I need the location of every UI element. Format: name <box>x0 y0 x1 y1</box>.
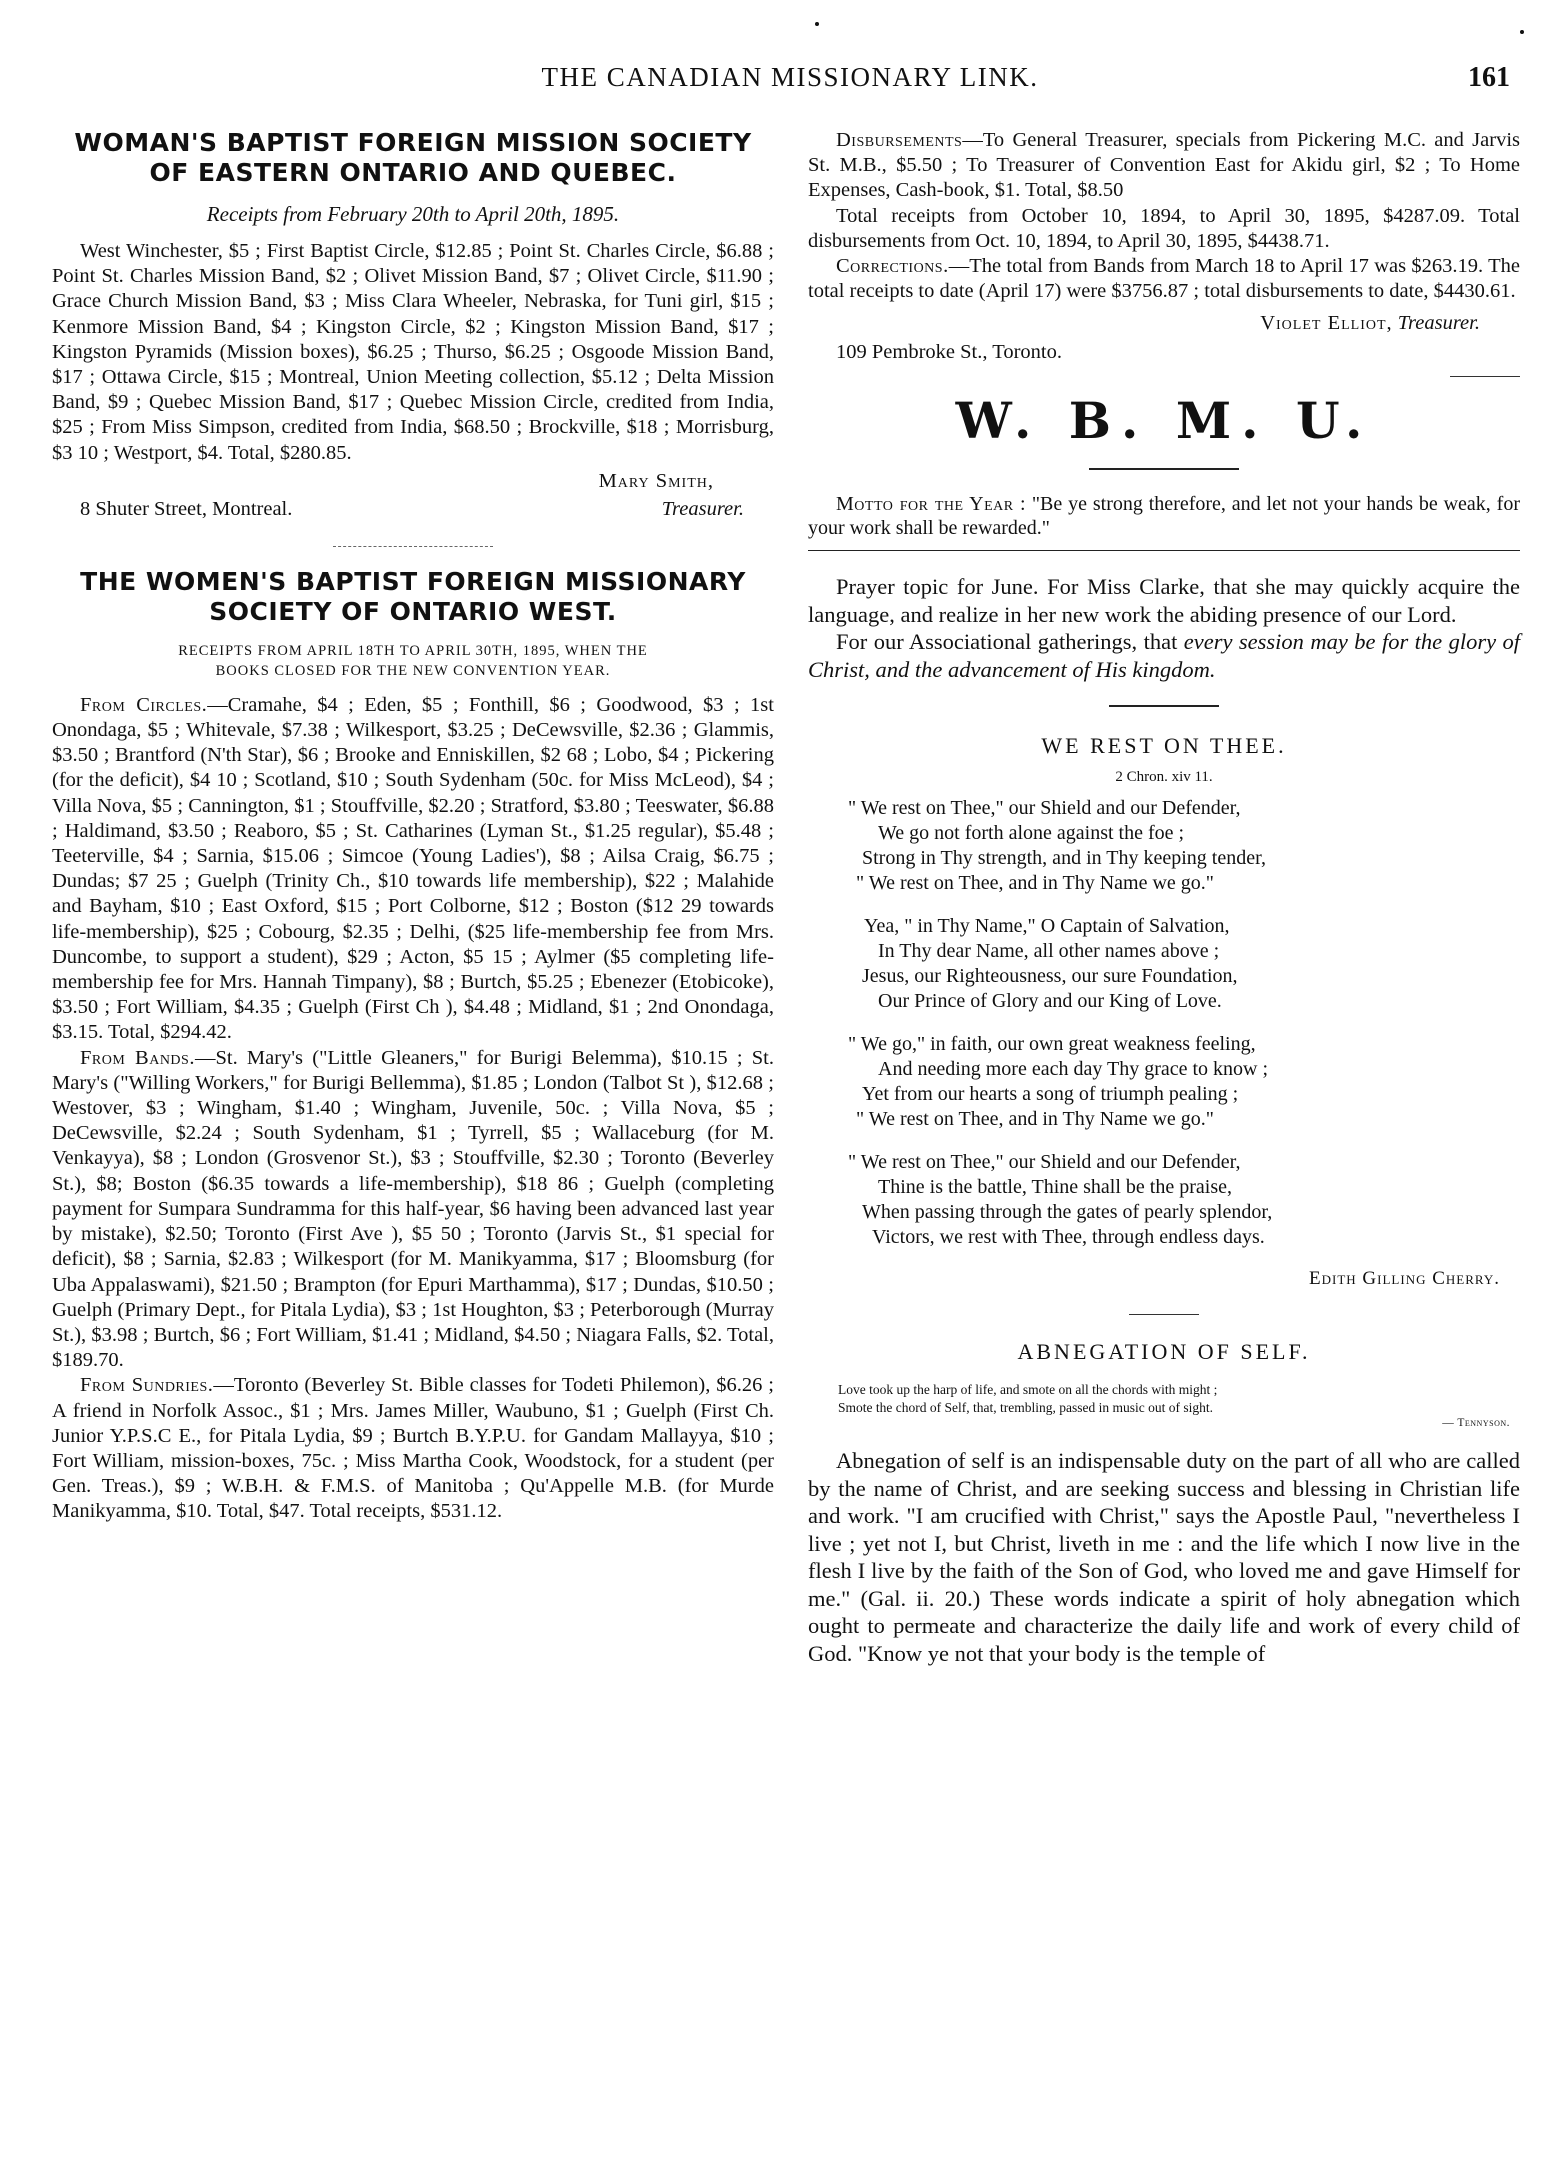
poem-line: Victors, we rest with Thee, through endless days. <box>872 1226 1265 1249</box>
receipts-line: BOOKS CLOSED FOR THE NEW CONVENTION YEAR. <box>215 662 611 679</box>
publication-title: THE CANADIAN MISSIONARY LINK. <box>541 62 1039 92</box>
circles-body: —Cramahe, $4 ; Eden, $5 ; Fonthill, $6 ; Goodwood, $3 ; 1st Onondaga, $5 ; Whitevale, $7.38 ; Wilkesport, $3.25 ; DeCewsville, $2.36 ; Glammis, $3.50 ; Brantford (N'th Star), $6 ; Brooke and Enniskillen, $2 68 ; Lobo, $4 ; Pickering (for the deficit), $4 10 ; Scotland, $10 ; South Sydenham (50c. for Miss McLeod), $4 ; Villa Nova, $5 ; Cannington, $1 ; Stouffville, $2.20 ; Stratford, $3.80 ; Teeswater, $6.88 ; Haldimand, $3.50 ; Reaboro, $5 ; St. Catharines (Lyman St., $1.25 regular), $5.48 ; Teeterville, $4 ; Sarnia, $15.06 ; Simcoe (Young Ladies'), $8 ; Ailsa Craig, $6.75 ; Dundas; $7 25 ; Guelph (Trinity Ch., $10 towards life membership), $22 ; Malahide and Bayham, $10 ; East Oxford, $15 ; Port Colborne, $12 ; Boston ($12 29 towards life-membership), $25 ; Cobourg, $2.35 ; Delhi, ($25 life-membership fee from Mrs. Duncombe, to support a student), $29 ; Acton, $5 15 ; Aylmer ($5 completing life-membership fee for Mrs. Hannah Timpany), $8 ; Burtch, $5.25 ; Ebenezer (Etobicoke), $3.50 ; Fort William, $4.35 ; Guelph (First Ch ), $4.48 ; Midland, $1 ; 2nd Onondaga, $3.15. Total, $294.42. <box>52 693 774 1044</box>
eastern-society-heading <box>52 128 774 188</box>
poem-line: In Thy dear Name, all other names above ; <box>878 940 1220 963</box>
poem-line: Yea, " in Thy Name," O Captain of Salvation, <box>864 915 1230 938</box>
corrections-label: Corrections. <box>836 255 949 278</box>
epigraph-line: Smote the chord of Self, that, trembling, passed in music out of sight. <box>838 1400 1213 1416</box>
eastern-receipts-line: Receipts from February 20th to April 20th, 1895. <box>206 202 620 226</box>
full-rule <box>808 550 1520 551</box>
western-society-heading <box>52 567 774 627</box>
left-column <box>52 128 774 1525</box>
bands-label: From Bands. <box>80 1046 195 1069</box>
heading-rule <box>1089 468 1239 470</box>
poem-line: " We rest on Thee," our Shield and our Defender, <box>848 1151 1241 1174</box>
totals-paragraph: Total receipts from October 10, 1894, to April 30, 1895, $4287.09. Total disbursements from Oct. 10, 1894, to April 30, 1895, $4438.71. <box>808 204 1520 252</box>
treasurer-name: Violet Elliot, <box>1260 312 1393 335</box>
receipts-line: RECEIPTS FROM APRIL 18TH TO APRIL 30TH, 1895, WHEN THE <box>178 642 648 659</box>
corrections-body: —The total from Bands from March 18 to April 17 was $263.19. The total receipts to date (April 17) were $3756.87 ; total disbursements to date, $4430.61. <box>808 255 1520 303</box>
poem-line: Jesus, our Righteousness, our sure Foundation, <box>862 965 1238 988</box>
scan-speck <box>1520 30 1524 34</box>
western-receipts-line <box>52 641 774 681</box>
heading-line: WOMAN'S BAPTIST FOREIGN MISSION SOCIETY <box>74 128 752 157</box>
section-divider <box>1129 1314 1199 1315</box>
right-column <box>808 128 1520 1667</box>
sundries-label: From Sundries. <box>80 1374 214 1397</box>
treasurer-signature <box>808 312 1520 335</box>
abnegation-body: Abnegation of self is an indispensable duty on the part of all who are called by the name of Christ, and are seeking success and blessing in Christian life and work. "I am crucified with Christ," says the Apostle Paul, "nevertheless I live ; yet not I, but Christ, liveth in me : and the life which I now live in the flesh I live by the faith of the Son of God, who loved me and gave Himself for me." (Gal. ii. 20.) These words indicate a spirit of holy abnegation which ought to permeate and characterize the daily life and work of every child of God. "Know ye not that your body is the temple of <box>808 1448 1520 1666</box>
scan-speck <box>815 22 819 26</box>
sundries-paragraph <box>52 1373 774 1524</box>
associational-italic: every session may be for the glory of Christ, and the advancement of His kingdom. <box>808 629 1520 682</box>
poem-line: " We rest on Thee, and in Thy Name we go." <box>856 1108 1214 1131</box>
poem-title: WE REST ON THEE. <box>1041 733 1287 759</box>
corrections-paragraph <box>808 254 1520 304</box>
poem-line: " We rest on Thee, and in Thy Name we go." <box>856 872 1214 895</box>
bands-body: —St. Mary's ("Little Gleaners," for Burigi Belemma), $10.15 ; St. Mary's ("Willing Workers," for Burigi Bellemma), $1.85 ; London (Talbot St ), $12.68 ; Westover, $3 ; Wingham, $1.40 ; Wingham, Juvenile, 50c. ; Villa Nova, $5 ; DeCewsville, $2.24 ; South Sydenham, $1 ; Tyrrell, $5 ; Wallaceburg (for M. Venkayya), $8 ; London (Grosvenor St.), $3 ; Stouffville, $2.30 ; Toronto (Beverley St.), $8; Boston ($6.35 towards a life-membership), $18 86 ; Guelph (completing payment for Sumpara Sundramma for this half-year, $6 having been advanced last year by mistake), $2.50; Toronto (First Ave ), $5 50 ; Toronto (Jarvis St., $1 special for deficit), $8 ; Sarnia, $2.83 ; Wilkesport (for M. Manikyamma, $17 ; Bloomsburg (for Uba Appalaswami), $21.50 ; Brampton (for Epuri Marthamma), $17 ; Dundas, $10.50 ; Guelph (Primary Dept., for Pitala Lydia), $3 ; 1st Houghton, $3 ; Peterborough (Murray St.), $3.98 ; Burtch, $6 ; Fort William, $1.41 ; Midland, $4.50 ; Niagara Falls, $2. Total, $189.70. <box>52 1046 774 1372</box>
poem-reference: 2 Chron. xiv 11. <box>1115 769 1213 786</box>
poem-stanza <box>848 1150 1520 1250</box>
section-divider <box>1109 705 1219 707</box>
disbursements-label: Disbursements <box>836 129 963 151</box>
poem-line: " We rest on Thee," our Shield and our Defender, <box>848 797 1241 820</box>
wbmu-heading: W. B. M. U. <box>955 391 1373 451</box>
treasurer-address: 109 Pembroke St., Toronto. <box>836 341 1062 364</box>
section-divider <box>1450 376 1520 377</box>
treasurer-name: Mary Smith, <box>598 469 714 492</box>
poem-line: Our Prince of Glory and our King of Love. <box>878 990 1222 1013</box>
running-header <box>60 62 1520 102</box>
poem-stanza <box>848 796 1520 896</box>
poem-line: " We go," in faith, our own great weakness feeling, <box>848 1033 1256 1056</box>
poem-line: We go not forth alone against the foe ; <box>878 822 1185 845</box>
treasurer-title: Treasurer. <box>1397 312 1480 335</box>
motto-text: "Be ye strong therefore, and let not your hands be weak, for your work shall be rewarded." <box>808 493 1520 540</box>
heading-line: OF EASTERN ONTARIO AND QUEBEC. <box>149 158 677 187</box>
poem-stanza <box>848 914 1520 1014</box>
disbursements-body: —To General Treasurer, specials from Pickering M.C. and Jarvis St. M.B., $5.50 ; To Treasurer of Convention East for Akidu girl, $2 ; To Home Expenses, Cash-book, $1. Total, $8.50 <box>808 129 1520 202</box>
prayer-topic-paragraph: Prayer topic for June. For Miss Clarke, that she may quickly acquire the language, and realize in her new work the abiding presence of our Lord. <box>808 574 1520 627</box>
poem-line: And needing more each day Thy grace to know ; <box>878 1058 1269 1081</box>
poem-author: Edith Gilling Cherry. <box>1309 1268 1500 1290</box>
eastern-signature <box>52 470 774 526</box>
poem-line: Strong in Thy strength, and in Thy keeping tender, <box>862 847 1266 870</box>
abnegation-title: ABNEGATION OF SELF. <box>1017 1339 1311 1365</box>
epigraph-attribution: — Tennyson. <box>1442 1417 1510 1430</box>
poem-line: Yet from our hearts a song of triumph pealing ; <box>862 1083 1239 1106</box>
circles-label: From Circles. <box>80 693 208 716</box>
poem-stanza <box>848 1032 1520 1132</box>
page-number: 161 <box>1468 62 1510 93</box>
bands-paragraph <box>52 1046 774 1374</box>
disbursements-paragraph <box>808 128 1520 204</box>
circles-paragraph <box>52 693 774 1046</box>
sundries-body: —Toronto (Beverley St. Bible classes for Todeti Philemon), $6.26 ; A friend in Norfolk Assoc., $1 ; Mrs. James Miller, Waubuno, $1 ; Guelph (First Ch. Junior Y.P.S.C E., for Pitala Lydia, $9 ; Burtch B.Y.P.U. for Gandam Mallayya, $10 ; Fort William, mission-boxes, 75c. ; Miss Martha Cook, Woodstock, for a student (per Gen. Treas.), $9 ; W.B.H. & F.M.S. of Manitoba ; Qu'Appelle M.B. (for Murde Manikyamma, $10. Total, $47. Total receipts, $531.12. <box>52 1374 774 1523</box>
epigraph-line: Love took up the harp of life, and smote on all the chords with might ; <box>838 1382 1218 1398</box>
heading-line: SOCIETY OF ONTARIO WEST. <box>209 596 617 626</box>
treasurer-title: Treasurer. <box>661 497 744 520</box>
treasurer-address: 8 Shuter Street, Montreal. <box>80 497 293 520</box>
section-divider <box>333 546 493 547</box>
poem-line: When passing through the gates of pearly splendor, <box>862 1201 1273 1224</box>
heading-line: THE WOMEN'S BAPTIST FOREIGN MISSIONARY <box>80 566 746 596</box>
poem-line: Thine is the battle, Thine shall be the praise, <box>878 1176 1232 1199</box>
associational-paragraph <box>808 628 1520 683</box>
epigraph <box>838 1381 1480 1417</box>
associational-text: For our Associational gatherings, that <box>836 629 1184 655</box>
motto-paragraph <box>808 492 1520 540</box>
eastern-receipts-body: West Winchester, $5 ; First Baptist Circle, $12.85 ; Point St. Charles Circle, $6.88 ; Point St. Charles Mission Band, $2 ; Olivet Mission Band, $7 ; Olivet Circle, $11.90 ; Grace Church Mission Band, $3 ; Miss Clara Wheeler, Nebraska, for Tuni girl, $15 ; Kenmore Mission Band, $4 ; Kingston Circle, $2 ; Kingston Mission Band, $17 ; Kingston Pyramids (Mission boxes), $6.25 ; Thurso, $6.25 ; Osgoode Mission Band, $17 ; Ottawa Circle, $15 ; Montreal, Union Meeting collection, $5.12 ; Delta Mission Band, $9 ; Quebec Mission Band, $17 ; Quebec Mission Circle, credited from India, $25 ; From Miss Simpson, credited from India, $68.50 ; Brockville, $18 ; Morrisburg, $3 10 ; Westport, $4. Total, $280.85. <box>52 240 774 464</box>
motto-label: Motto for the Year : <box>836 493 1027 516</box>
